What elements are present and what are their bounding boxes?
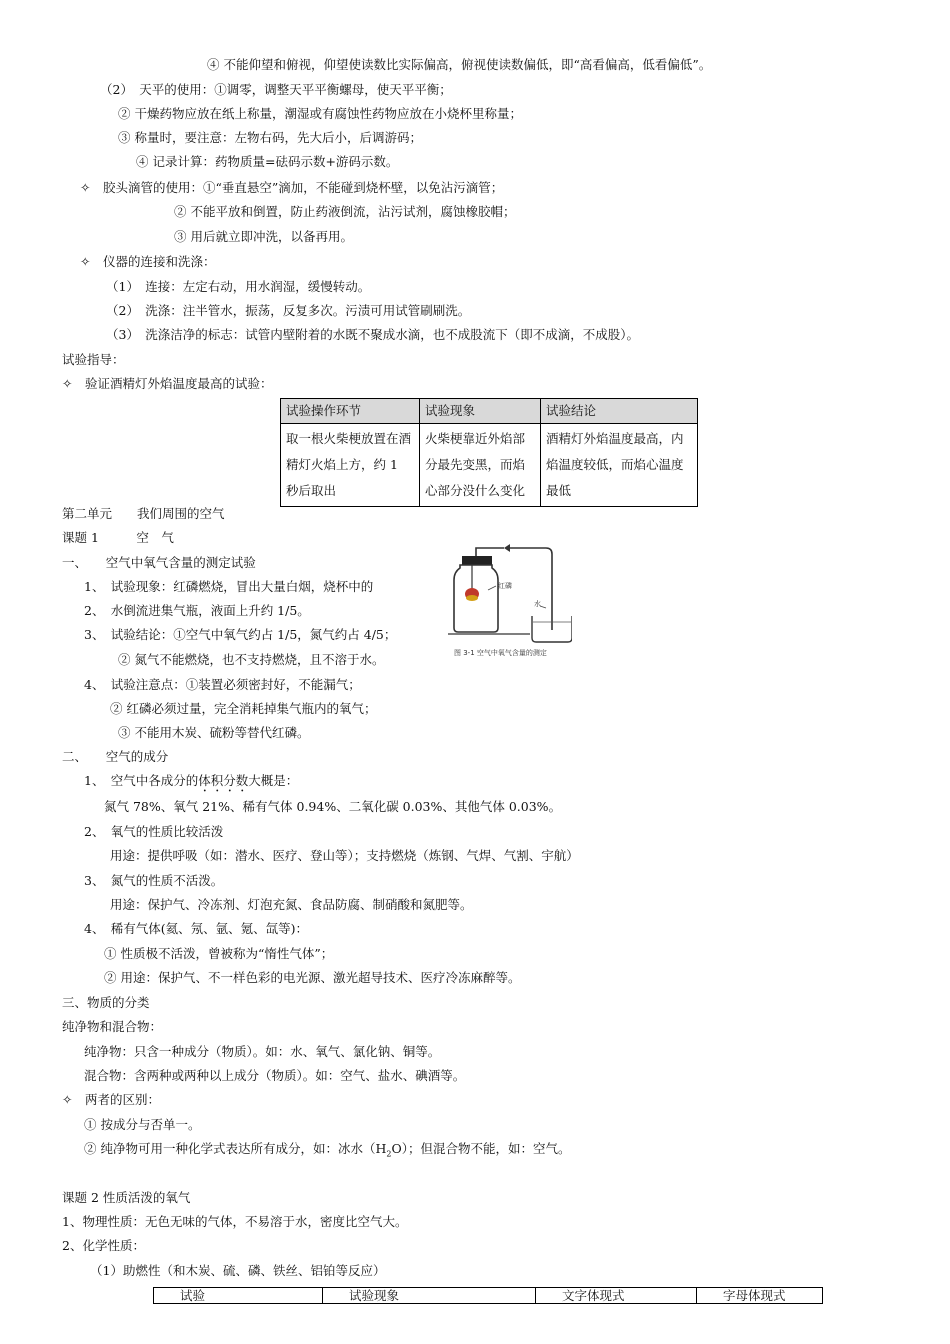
text-line: ① 按成分与否单一。 (84, 1117, 201, 1132)
text-line: 3、 试验结论：①空气中氧气约占 1/5，氮气约占 4/5； (84, 627, 397, 642)
text-line: ② 干燥药物应放在纸上称量，潮湿或有腐蚀性药物应放在小烧杯里称量； (118, 106, 522, 121)
text-line: ✧ 仪器的连接和洗涤： (80, 254, 216, 269)
text-line: ④ 记录计算：药物质量=砝码示数+游码示数。 (136, 154, 399, 169)
text-line: 4、 稀有气体(氦、氖、氩、氪、氙等)： (84, 921, 308, 936)
text-line: ③ 用后就立即冲洗，以备再用。 (174, 229, 353, 244)
section-title: 三、物质的分类 (62, 995, 150, 1010)
oxygen-measurement-figure (448, 518, 572, 660)
table-cell: 酒精灯外焰温度最高，内焰温度较低，而焰心温度最低 (541, 424, 698, 507)
tube-icon (510, 548, 552, 630)
oxygen-reaction-table (153, 1287, 823, 1304)
text-line: 3、 氮气的性质不活泼。 (84, 873, 224, 888)
text-line: （3） 洗涤洁净的标志：试管内壁附着的水既不聚成水滴，也不成股流下（即不成滴，不成股）。 (106, 327, 639, 342)
text-line: 氮气 78%、氧气 21%、稀有气体 0.94%、二氧化碳 0.03%、其他气体 0.03%。 (104, 799, 562, 814)
text-line: 用途：保护气、冷冻剂、灯泡充氮、食品防腐、制硝酸和氮肥等。 (110, 897, 473, 912)
table-header: 试验现象 (323, 1288, 536, 1304)
table-header: 试验现象 (420, 399, 541, 424)
text-line: 1、 试验现象：红磷燃烧，冒出大量白烟，烧杯中的 (84, 579, 374, 594)
text-line: ② 纯净物可用一种化学式表达所有成分，如：冰水$(H_2O)$；但混合物不能，如：空气。 (84, 1141, 571, 1159)
table-header: 试验 (154, 1288, 323, 1304)
clamp-icon (504, 544, 510, 552)
text-line: 1、物理性质：无色无味的气体，不易溶于水，密度比空气大。 (62, 1214, 408, 1229)
table-cell: 火柴梗靠近外焰部分最先变黑，而焰心部分没什么变化 (420, 424, 541, 507)
figure-caption: 图 3-1 空气中氧气含量的测定 (454, 649, 547, 657)
section-title: 课题 1 空 气 (62, 530, 174, 545)
text-line: 二、 空气的成分 (62, 749, 169, 764)
bullet-icon: ✧ (80, 180, 91, 195)
bullet-icon: ✧ (62, 376, 73, 391)
section-title: 课题 2 性质活泼的氧气 (62, 1190, 191, 1205)
experiment-table (280, 398, 698, 507)
section-title: 第二单元 我们周围的空气 (62, 506, 225, 521)
text-line: ③ 不能用木炭、硫粉等替代红磷。 (118, 725, 310, 740)
stopper-icon (462, 556, 492, 565)
table-cell: 取一根火柴梗放置在酒精灯火焰上方，约 1 秒后取出 (281, 424, 420, 507)
text-line: ④ 不能仰望和俯视，仰望使读数比实际偏高，俯视使读数偏低，即“高看偏高，低看偏低”。 (207, 57, 712, 72)
text-line: 混合物：含两种或两种以上成分（物质）。如：空气、盐水、碘酒等。 (84, 1068, 466, 1083)
text-line: （1） 连接：左定右动，用水润湿，缓慢转动。 (106, 279, 371, 294)
text-line: 一、 空气中氧气含量的测定试验 (62, 555, 256, 570)
text-line: 2、 氧气的性质比较活泼 (84, 824, 224, 839)
table-header: 试验结论 (541, 399, 698, 424)
text-line: ② 用途：保护气、不一样色彩的电光源、激光超导技术、医疗冷冻麻醉等。 (104, 970, 521, 985)
text-line: ① 性质极不活泼，曾被称为“惰性气体”； (104, 946, 334, 961)
text-line: 纯净物：只含一种成分（物质）。如：水、氧气、氯化钠、铜等。 (84, 1044, 441, 1059)
text-line: ✧ 两者的区别： (62, 1092, 161, 1107)
text-line: 2、化学性质： (62, 1238, 145, 1253)
text-line: 纯净物和混合物： (62, 1019, 163, 1034)
text-line: 用途：提供呼吸（如：潜水、医疗、登山等）；支持燃烧（炼钢、气焊、气割、宇航） (110, 848, 579, 863)
figure-label: 水 (534, 600, 541, 608)
text-line: ② 不能平放和倒置，防止药液倒流，沾污试剂，腐蚀橡胶帽； (174, 204, 516, 219)
text-line: 试验指导： (62, 352, 125, 367)
bullet-icon: ✧ (62, 1092, 73, 1107)
text-line: ✧ 胶头滴管的使用：①“垂直悬空”滴加，不能碰到烧杯壁，以免沾污滴管； (80, 180, 504, 195)
table-header: 试验操作环节 (281, 399, 420, 424)
table-header: 字母体现式 (697, 1288, 823, 1304)
text-line: 4、 试验注意点：①装置必须密封好，不能漏气； (84, 677, 361, 692)
text-line: ③ 称量时，要注意：左物右码，先大后小，后调游码； (118, 130, 422, 145)
text-line: ② 氮气不能燃烧，也不支持燃烧，且不溶于水。 (118, 652, 385, 667)
text-line: （1）助燃性（和木炭、硫、磷、铁丝、铝铂等反应） (90, 1263, 386, 1278)
bullet-icon: ✧ (80, 254, 91, 269)
text-line: 2、 水倒流进集气瓶，液面上升约 1/5。 (84, 603, 310, 618)
text-line: ✧ 验证酒精灯外焰温度最高的试验： (62, 376, 273, 391)
text-line: （2） 洗涤：注半管水，振荡，反复多次。污渍可用试管刷刷洗。 (106, 303, 471, 318)
figure-label: 红磷 (498, 582, 512, 590)
table-header: 文字体现式 (536, 1288, 697, 1304)
text-line: ② 红磷必须过量，完全消耗掉集气瓶内的氧气； (110, 701, 377, 716)
text-line: 1、 空气中各成分的体积分数大概是： (84, 773, 299, 788)
text-line: （2） 天平的使用：①调零，调整天平平衡螺母，使天平平衡； (100, 82, 452, 97)
emphasized-term: 体积分数 (198, 773, 249, 788)
